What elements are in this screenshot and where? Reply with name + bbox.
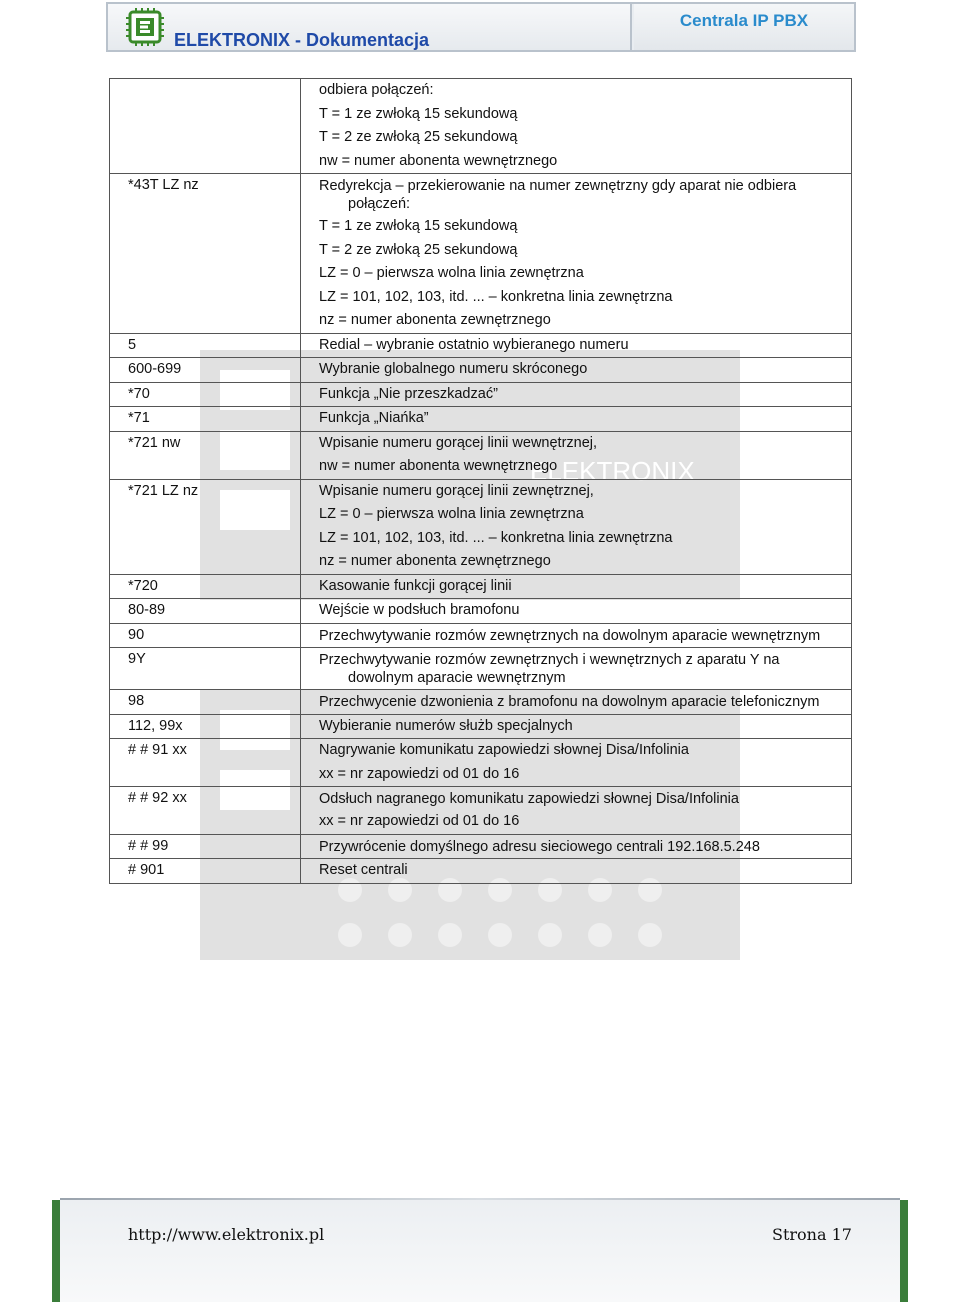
description-line: LZ = 101, 102, 103, itd. ... – konkretna linia zewnętrzna (319, 529, 673, 546)
function-description-cell (301, 479, 852, 574)
description-line: Przechwycenie dzwonienia z bramofonu na dowolnym aparacie telefonicznym (319, 694, 820, 710)
company-title: ELEKTRONIX - Dokumentacja (174, 30, 430, 50)
function-description-cell (301, 787, 852, 835)
description-line: T = 1 ze zwłoką 15 sekundową (319, 105, 518, 122)
description-line: Wpisanie numeru gorącej linii zewnętrznej, (319, 482, 594, 499)
table-row (110, 648, 852, 690)
function-description-cell (301, 648, 852, 690)
table-row (110, 333, 852, 358)
function-description-cell (301, 407, 852, 432)
table-row (110, 407, 852, 432)
description-line: nw = numer abonenta wewnętrznego (319, 152, 558, 169)
description-line: nw = numer abonenta wewnętrznego (319, 458, 558, 474)
description-line: nz = numer abonenta zewnętrznego (319, 312, 551, 328)
description-line: Wpisanie numeru gorącej linii wewnętrznej, (319, 434, 598, 451)
table-row (110, 358, 852, 383)
function-description-cell (301, 834, 852, 859)
page-header (106, 2, 856, 52)
function-code-cell: 80-89 (110, 599, 301, 624)
function-code-cell: *720 (110, 574, 301, 599)
product-title: Centrala IP PBX (634, 4, 854, 50)
function-code-cell: 5 (110, 333, 301, 358)
description-line: T = 1 ze zwłoką 15 sekundową (319, 218, 518, 234)
function-code-cell: *721 LZ nz (110, 479, 301, 574)
description-line: xx = nr zapowiedzi od 01 do 16 (319, 813, 520, 829)
function-description-cell (301, 690, 852, 715)
function-code-cell: # # 99 (110, 834, 301, 859)
function-description-cell (301, 599, 852, 624)
function-code-cell: 600-699 (110, 358, 301, 383)
function-code-cell: *71 (110, 407, 301, 432)
description-line: Przechwytywanie rozmów zewnętrznych na dowolnym aparacie wewnętrznym (319, 627, 821, 644)
function-codes-table (109, 78, 852, 884)
function-description-cell (301, 623, 852, 648)
function-description-cell (301, 174, 852, 334)
table-body (110, 79, 852, 884)
function-description-cell (301, 739, 852, 787)
function-description-cell (301, 574, 852, 599)
function-code-cell (110, 79, 301, 174)
function-code-cell: *43T LZ nz (110, 174, 301, 334)
table-row (110, 859, 852, 884)
watermark-brand: ELEKTRONIX (530, 456, 695, 486)
description-line: LZ = 0 – pierwsza wolna linia zewnętrzna (319, 506, 584, 522)
table-row (110, 79, 852, 174)
function-code-cell: 90 (110, 623, 301, 648)
function-description-cell (301, 431, 852, 479)
page-footer (52, 1200, 908, 1302)
table-row (110, 834, 852, 859)
description-line: LZ = 101, 102, 103, itd. ... – konkretna linia zewnętrzna (319, 288, 673, 305)
table-row (110, 787, 852, 835)
description-line: Funkcja „Niańka” (319, 410, 429, 426)
function-code-cell: 112, 99x (110, 714, 301, 739)
description-line: Nagrywanie komunikatu zapowiedzi słownej Disa/Infolinia (319, 742, 689, 758)
function-code-cell: 9Y (110, 648, 301, 690)
description-line: Przechwytywanie rozmów zewnętrznych i wewnętrznych z aparatu Y na dowolnym aparacie wewnętrznym (319, 652, 780, 686)
description-line: Funkcja „Nie przeszkadzać” (319, 385, 498, 402)
table-row (110, 739, 852, 787)
description-line: odbiera połączeń: (319, 82, 434, 98)
function-code-cell: # # 92 xx (110, 787, 301, 835)
table-row (110, 574, 852, 599)
description-line: Redial – wybranie ostatnio wybieranego numeru (319, 336, 629, 353)
table-row (110, 599, 852, 624)
table-row (110, 431, 852, 479)
function-code-cell: *721 nw (110, 431, 301, 479)
table-row (110, 714, 852, 739)
table-row (110, 479, 852, 574)
page-number: Strona 17 (772, 1225, 852, 1244)
description-line: LZ = 0 – pierwsza wolna linia zewnętrzna (319, 265, 584, 281)
function-code-cell: # # 91 xx (110, 739, 301, 787)
table-row (110, 690, 852, 715)
function-description-cell (301, 79, 852, 174)
footer-url-link[interactable]: http://www.elektronix.pl (128, 1225, 325, 1244)
description-line: T = 2 ze zwłoką 25 sekundową (319, 129, 518, 145)
elektronix-logo-icon (126, 8, 164, 46)
description-line: T = 2 ze zwłoką 25 sekundową (319, 241, 518, 258)
description-line: Odsłuch nagranego komunikatu zapowiedzi słownej Disa/Infolinia (319, 791, 739, 807)
description-line: Wybranie globalnego numeru skróconego (319, 361, 588, 377)
table-row (110, 382, 852, 407)
description-line: Reset centrali (319, 862, 408, 878)
description-line: Kasowanie funkcji gorącej linii (319, 577, 512, 594)
function-description-cell (301, 714, 852, 739)
description-line: Wybieranie numerów służb specjalnych (319, 717, 573, 734)
header-logo-cell (108, 4, 632, 50)
description-line: Przywrócenie domyślnego adresu sieciowego centrali 192.168.5.248 (319, 838, 760, 855)
description-line: xx = nr zapowiedzi od 01 do 16 (319, 765, 520, 782)
function-code-cell: *70 (110, 382, 301, 407)
table-row (110, 623, 852, 648)
function-code-cell: 98 (110, 690, 301, 715)
function-description-cell (301, 859, 852, 884)
function-description-cell (301, 333, 852, 358)
function-description-cell (301, 382, 852, 407)
description-line: Redyrekcja – przekierowanie na numer zewnętrzny gdy aparat nie odbiera połączeń: (319, 178, 797, 212)
table-row (110, 174, 852, 334)
function-description-cell (301, 358, 852, 383)
description-line: Wejście w podsłuch bramofonu (319, 602, 520, 618)
description-line: nz = numer abonenta zewnętrznego (319, 553, 551, 569)
function-code-cell: # 901 (110, 859, 301, 884)
